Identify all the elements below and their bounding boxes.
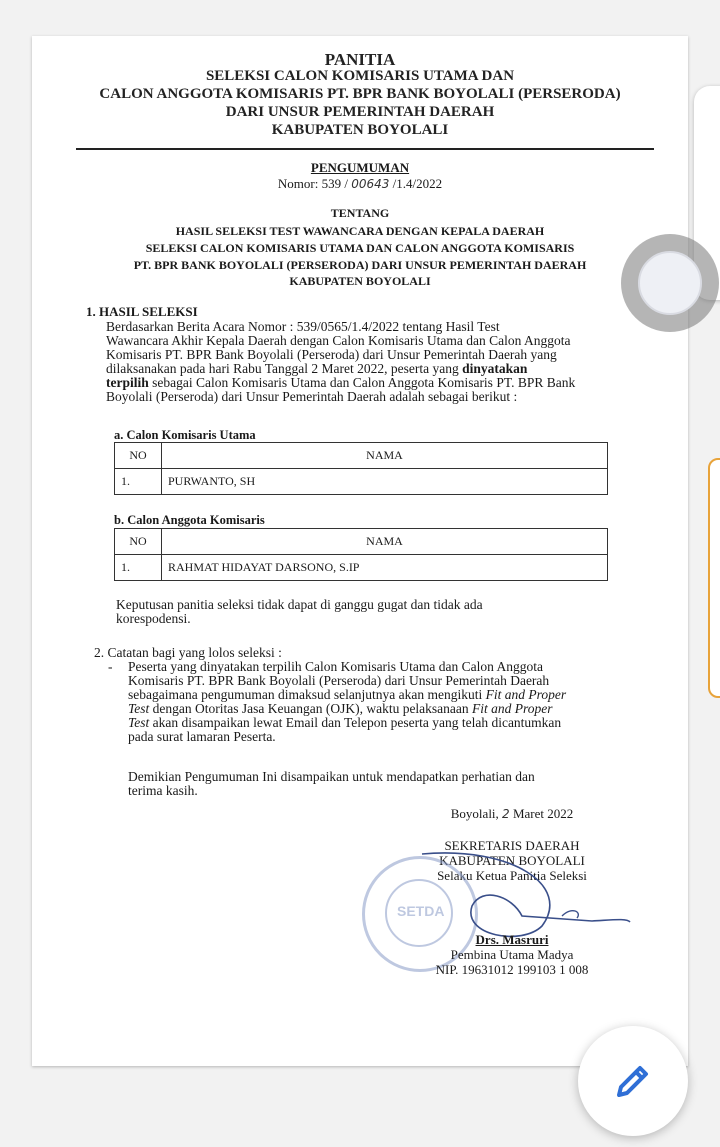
date-suffix: Maret 2022 [512,806,574,821]
para-bold: terpilih [106,375,149,390]
section1-paragraph [106,320,662,404]
scroll-handle[interactable] [621,234,719,332]
para-line: Wawancara Akhir Kepala Daerah dengan Calon Komisaris Utama dan Calon Anggota [106,333,571,348]
stamp-text: SETDA [397,903,445,919]
para-line [106,376,662,390]
number-handwritten: 00643 [351,177,390,191]
closing-text [128,770,662,798]
pencil-icon [611,1059,655,1103]
scroll-handle-knob[interactable] [638,251,702,315]
subject-line-4: KABUPATEN BOYOLALI [289,274,431,288]
para-line: Komisaris PT. BPR Bank Boyolali (Perseroda) dari Unsur Pemerintah Daerah yang [106,347,557,362]
para-text: sebagai Calon Komisaris Utama dan Calon Anggota Komisaris PT. BPR Bank [152,375,576,390]
header-line-3: CALON ANGGOTA KOMISARIS PT. BPR BANK BOYOLALI (PERSERODA) [99,86,621,102]
place: Boyolali, [450,806,499,821]
table-cell: 1. [115,469,162,495]
table-b-title: b. Calon Anggota Komisaris [114,513,265,527]
title-line: KABUPATEN BOYOLALI [439,853,585,868]
decision-text [116,598,662,626]
header-line-5: KABUPATEN BOYOLALI [271,122,449,138]
para-line [128,702,662,716]
para-text: dilaksanakan pada hari Rabu Tanggal 2 Maret 2022, peserta yang [106,361,459,376]
table-header-row [115,443,608,469]
para-italic: Fit and Proper [485,687,567,702]
para-line [128,716,662,730]
table-cell: 1. [115,555,162,581]
document-page [32,36,688,1066]
announcement-title: PENGUMUMAN [310,160,410,175]
section2-heading: 2. Catatan bagi yang lolos seleksi : [94,645,282,660]
bullet: - [108,659,113,674]
para-line: terima kasih. [128,783,198,798]
signatory-rank: Pembina Utama Madya [450,947,574,962]
para-line: Berdasarkan Berita Acara Nomor : 539/0565/1.4/2022 tentang Hasil Test [106,319,500,334]
para-line: Keputusan panitia seleksi tidak dapat di ganggu gugat dan tidak ada [116,597,483,612]
place-date [412,806,612,822]
table-header-cell: NO [115,443,162,469]
para-italic: Test [128,701,150,716]
edit-fab-button[interactable] [578,1026,688,1136]
section2-paragraph [128,660,662,744]
date-handwritten: 2 [502,807,510,821]
para-line: Peserta yang dinyatakan terpilih Calon Komisaris Utama dan Calon Anggota [128,659,544,674]
para-line: korespodensi. [116,611,191,626]
para-line [128,688,662,702]
table-cell: PURWANTO, SH [162,469,608,495]
subject-line-2: SELEKSI CALON KOMISARIS UTAMA DAN CALON ANGGOTA KOMISARIS [145,241,575,255]
signatory-nip: NIP. 19631012 199103 1 008 [435,962,589,977]
table-row [115,555,608,581]
table-cell: RAHMAT HIDAYAT DARSONO, S.IP [162,555,608,581]
table-header-cell: NO [115,529,162,555]
para-italic: Fit and Proper [472,701,553,716]
signatory-details [382,932,642,977]
section1-heading: 1. HASIL SELEKSI [86,304,198,319]
table-header-row [115,529,608,555]
number-suffix: /1.4/2022 [392,176,443,191]
para-line: pada surat lamaran Peserta. [128,729,276,744]
side-tab[interactable] [708,458,720,698]
para-italic: Test [128,715,150,730]
para-line: Demikian Pengumuman Ini disampaikan untuk mendapatkan perhatian dan [128,769,535,784]
title-line: Selaku Ketua Panitia Seleksi [437,868,587,883]
header-line-2: SELEKSI CALON KOMISARIS UTAMA DAN [205,68,515,84]
table-row [115,469,608,495]
para-text: akan disampaikan lewat Email dan Telepon peserta yang telah dicantumkan [152,715,562,730]
header-divider [76,148,654,150]
table-a-title: a. Calon Komisaris Utama [114,428,256,442]
header-line-4: DARI UNSUR PEMERINTAH DAERAH [225,104,495,120]
subject-line-1: HASIL SELEKSI TEST WAWANCARA DENGAN KEPALA DAERAH [175,224,545,238]
para-bold: dinyatakan [462,361,528,376]
para-line: Boyolali (Perseroda) dari Unsur Pemerintah Daerah adalah sebagai berikut : [106,389,518,404]
subject-line-3: PT. BPR BANK BOYOLALI (PERSERODA) DARI UNSUR PEMERINTAH DAERAH [133,258,587,272]
para-text: sebagaimana pengumuman dimaksud selanjutnya akan mengikuti [128,687,483,702]
table-a [114,442,608,495]
tentang: TENTANG [330,206,390,220]
para-line: Komisaris PT. BPR Bank Boyolali (Perseroda) dari Unsur Pemerintah Daerah [128,673,550,688]
table-header-cell: NAMA [162,529,608,555]
table-header-cell: NAMA [162,443,608,469]
para-text: dengan Otoritas Jasa Keuangan (OJK), waktu pelaksanaan [152,701,469,716]
para-line [106,362,662,376]
header-line-1: PANITIA [324,50,396,69]
signatory-name: Drs. Masruri [475,932,549,947]
number-prefix: Nomor: 539 / [277,176,348,191]
announcement-number [32,176,688,192]
title-line: SEKRETARIS DAERAH [444,838,580,853]
table-b [114,528,608,581]
